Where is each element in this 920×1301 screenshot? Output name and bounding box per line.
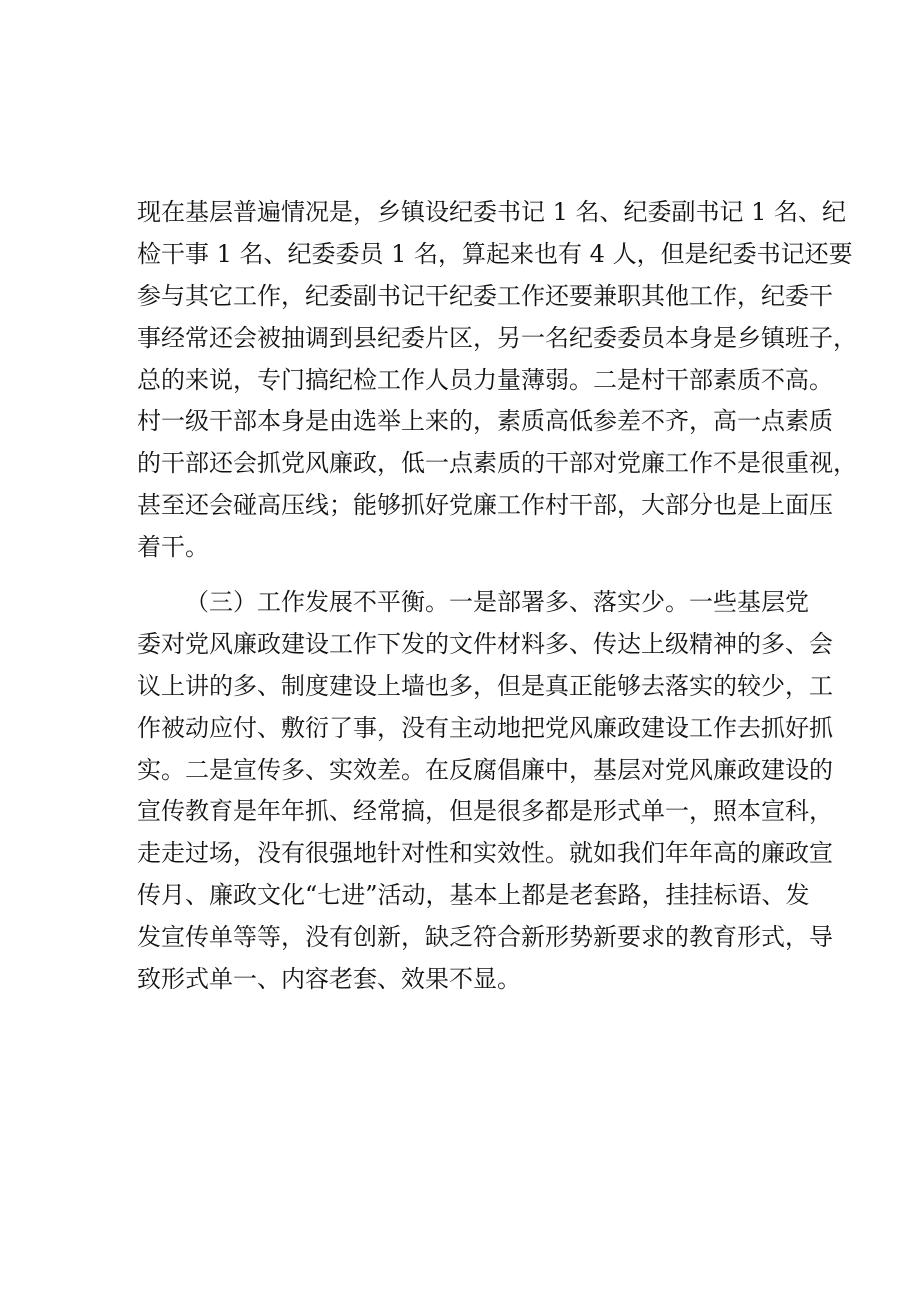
paragraph-line: 的干部还会抓党风廉政，低一点素质的干部对党廉工作不是很重视， [137, 449, 857, 478]
paragraph-line: 致形式单一、内容老套、效果不显。 [137, 965, 521, 994]
paragraph-line: 实。二是宣传多、实效差。在反腐倡廉中，基层对党风廉政建设的 [137, 755, 833, 784]
paragraph-line: 发宣传单等等，没有创新，缺乏符合新形势新要求的教育形式，导 [137, 923, 833, 952]
paragraph-line: 着干。 [137, 533, 209, 562]
paragraph-line: 参与其它工作，纪委副书记干纪委工作还要兼职其他工作，纪委干 [137, 281, 833, 310]
paragraph-line: 村一级干部本身是由选举上来的，素质高低参差不齐，高一点素质 [137, 407, 833, 436]
paragraph-line: （三）工作发展不平衡。一是部署多、落实少。一些基层党 [185, 588, 809, 616]
paragraph-line: 委对党风廉政建设工作下发的文件材料多、传达上级精神的多、会 [137, 629, 833, 658]
paragraph-line: 甚至还会碰高压线；能够抓好党廉工作村干部，大部分也是上面压 [137, 491, 833, 520]
paragraph-line: 事经常还会被抽调到县纪委片区，另一名纪委委员本身是乡镇班子， [137, 323, 857, 352]
paragraph-line: 作被动应付、敷衍了事，没有主动地把党风廉政建设工作去抓好抓 [137, 713, 833, 742]
paragraph-line: 传月、廉政文化“七进”活动，基本上都是老套路，挂挂标语、发 [137, 881, 810, 910]
paragraph-line: 宣传教育是年年抓、经常搞，但是很多都是形式单一，照本宣科， [137, 797, 833, 826]
paragraph-2 [137, 582, 833, 1001]
paragraph-line: 议上讲的多、制度建设上墙也多，但是真正能够去落实的较少，工 [137, 671, 833, 700]
paragraph-1 [137, 192, 857, 569]
paragraph-line: 检干事 1 名、纪委委员 1 名，算起来也有 4 人，但是纪委书记还要 [137, 239, 853, 268]
paragraph-line: 走走过场，没有很强地针对性和实效性。就如我们年年高的廉政宣 [137, 839, 833, 868]
paragraph-line: 总的来说，专门搞纪检工作人员力量薄弱。二是村干部素质不高。 [137, 365, 833, 394]
paragraph-line: 现在基层普遍情况是，乡镇设纪委书记 1 名、纪委副书记 1 名、纪 [137, 198, 847, 226]
